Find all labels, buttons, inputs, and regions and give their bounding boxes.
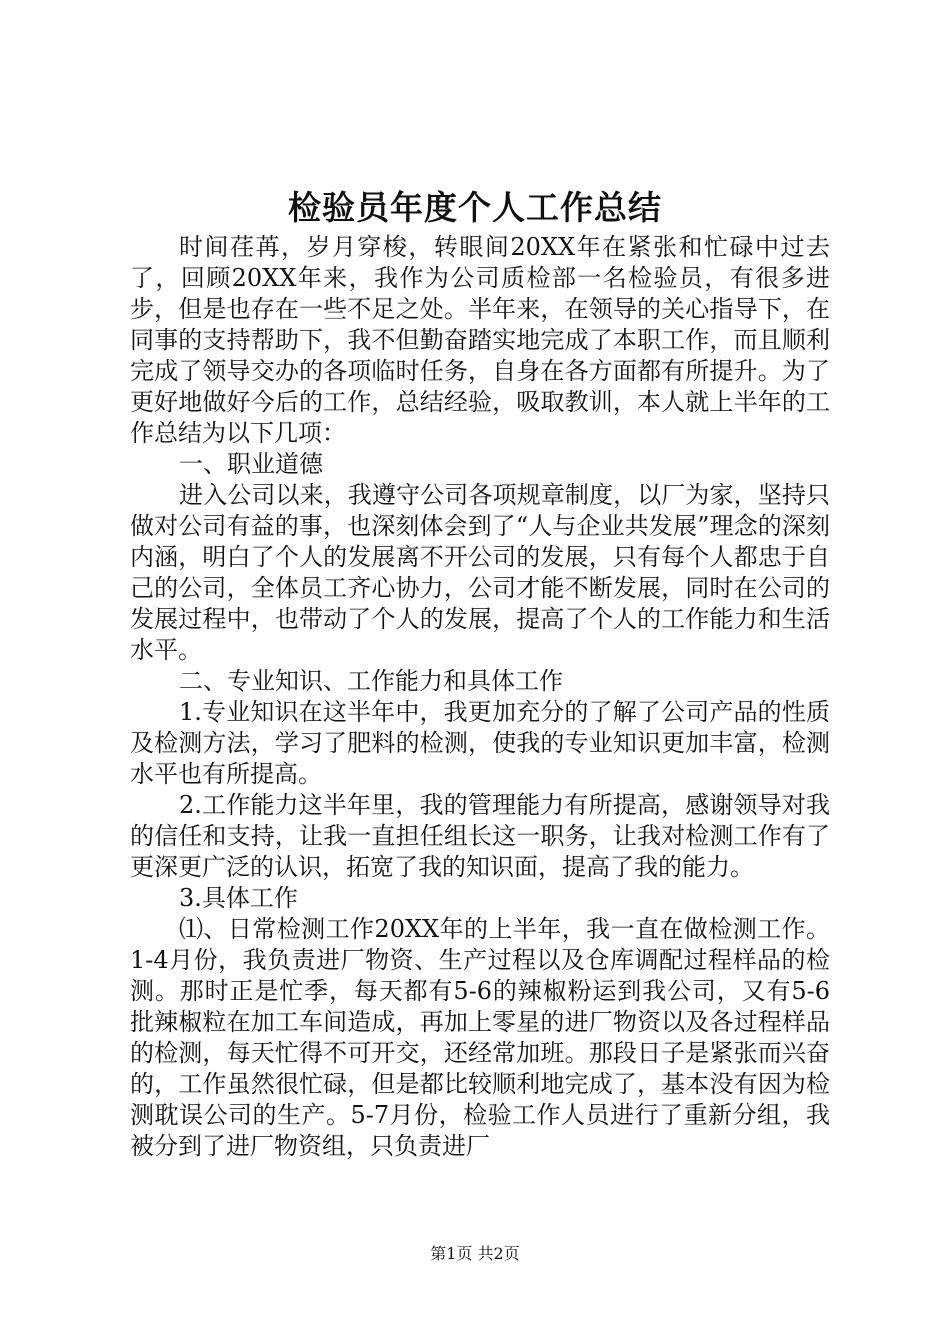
paragraph-daily-testing: ⑴、日常检测工作20XX年的上半年，我一直在做检测工作。1-4月份，我负责进厂物资、生产过程以及仓库调配过程样品的检测。那时正是忙季，每天都有5-6的辣椒粉运到我公司，又有5-6批辣椒粒在加工车间造成，再加上零星的进厂物资以及各过程样品的检测，每天忙得不可开交，还经常加班。那段日子是紧张而兴奋的，工作虽然很忙碌，但是都比较顺利地完成了，基本没有因为检测耽误公司的生产。5-7月份，检验工作人员进行了重新分组，我被分到了进厂物资组，只负责进厂 [130, 915, 830, 1160]
document-title: 检验员年度个人工作总结 [288, 188, 662, 227]
section-heading-skills: 二、专业知识、工作能力和具体工作 [179, 667, 563, 695]
paragraph-ability: 2.工作能力这半年里，我的管理能力有所提高，感谢领导对我的信任和支持，让我一直担任组长这一职务，让我对检测工作有了更深更广泛的认识，拓宽了我的知识面，提高了我的能力。 [130, 791, 830, 881]
section-heading-ethics: 一、职业道德 [179, 450, 323, 478]
subheading-specific-work: 3.具体工作 [179, 884, 298, 912]
document-body [130, 232, 830, 1162]
paragraph-ethics: 进入公司以来，我遵守公司各项规章制度，以厂为家，坚持只做对公司有益的事，也深刻体会到了“人与企业共发展”理念的深刻内涵，明白了个人的发展离不开公司的发展，只有每个人都忠于自己的公司，全体员工齐心协力，公司才能不断发展，同时在公司的发展过程中，也带动了个人的发展，提高了个人的工作能力和生活水平。 [130, 481, 830, 664]
paragraph-knowledge: 1.专业知识在这半年中，我更加充分的了解了公司产品的性质及检测方法，学习了肥料的检测，使我的专业知识更加丰富，检测水平也有所提高。 [130, 698, 830, 788]
paragraph-intro: 时间荏苒，岁月穿梭，转眼间20XX年在紧张和忙碌中过去了，回顾20XX年来，我作为公司质检部一名检验员，有很多进步，但是也存在一些不足之处。半年来，在领导的关心指导下，在同事的支持帮助下，我不但勤奋踏实地完成了本职工作，而且顺利完成了领导交办的各项临时任务，自身在各方面都有所提升。为了更好地做好今后的工作，总结经验，吸取教训，本人就上半年的工作总结为以下几项： [130, 233, 830, 447]
page-number-footer: 第1页 共2页 [430, 1244, 520, 1263]
